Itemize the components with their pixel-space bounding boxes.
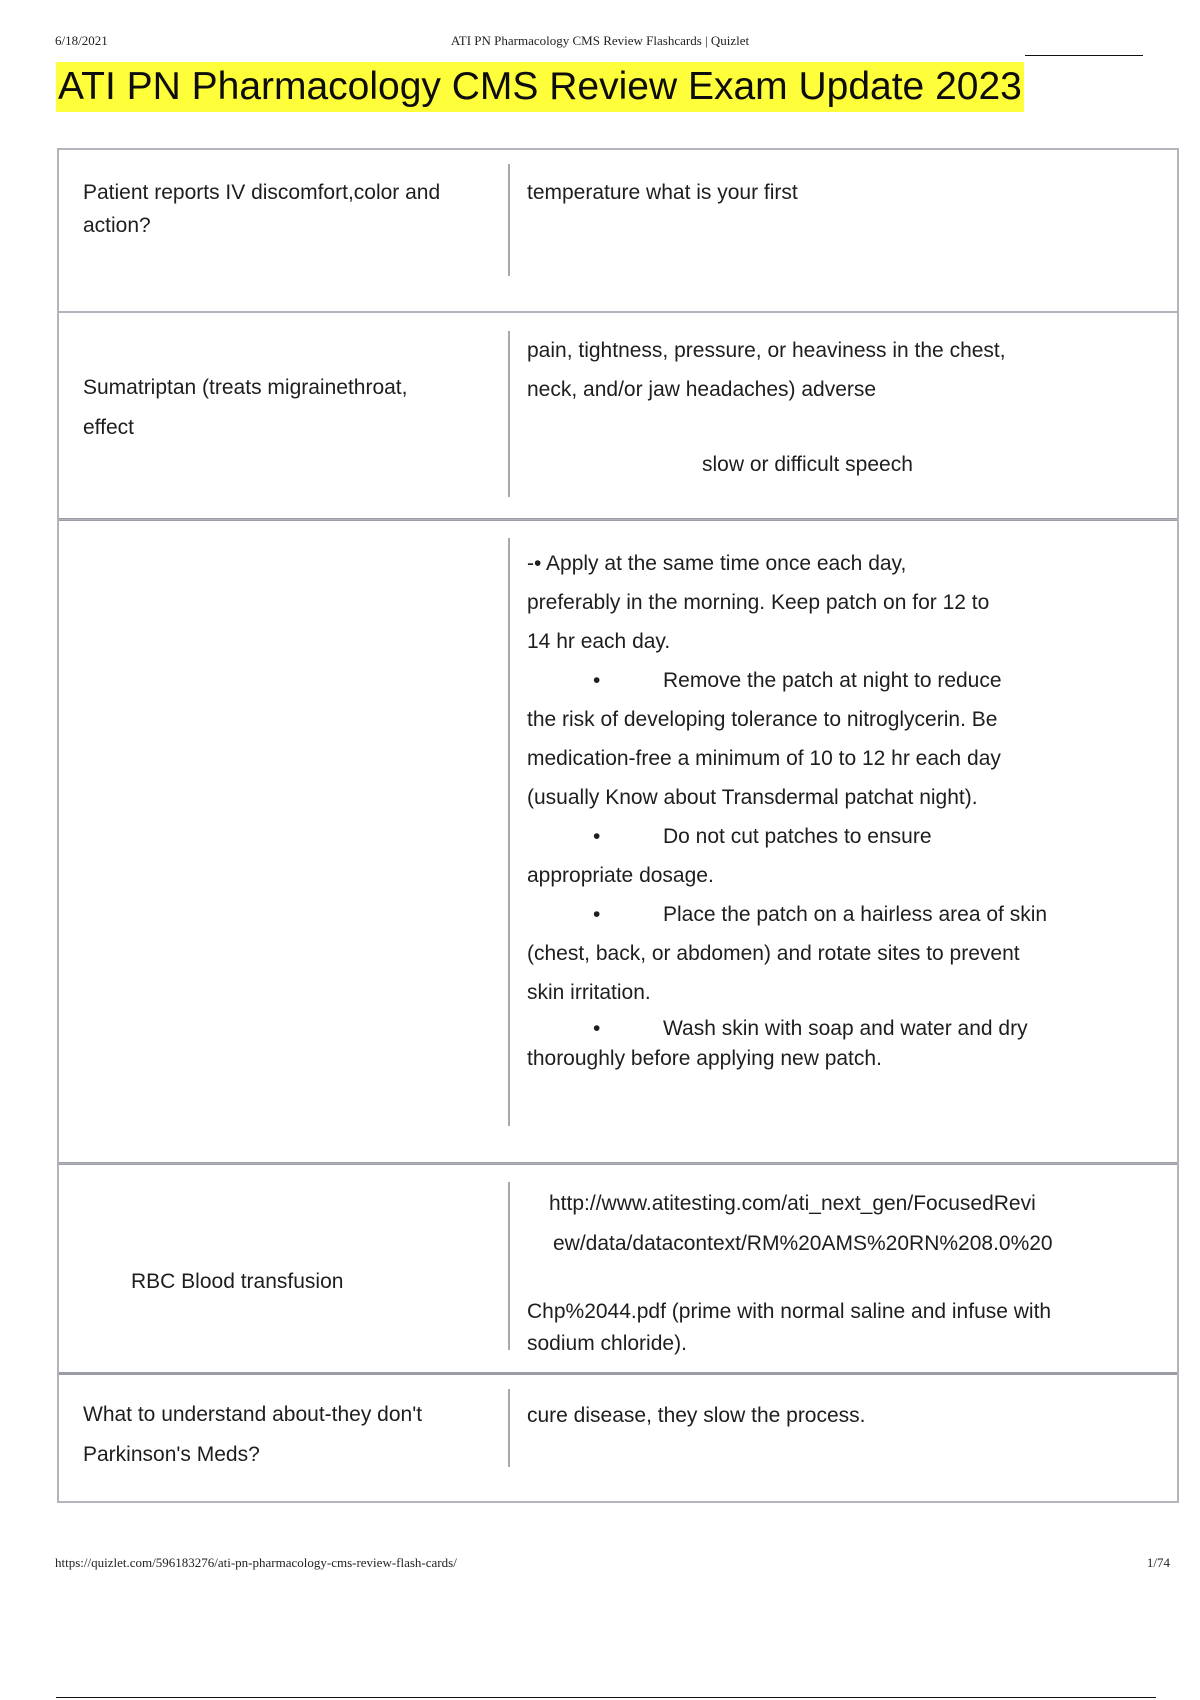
bullet-icon: •: [593, 903, 601, 926]
flashcard-4: [57, 1163, 1179, 1375]
card-divider: [508, 164, 510, 276]
definition-line: pain, tightness, pressure, or heaviness in the chest,: [527, 339, 1006, 362]
card-term-line: Sumatriptan (treats migrainethroat,: [83, 376, 408, 399]
definition-extra: slow or difficult speech: [702, 453, 913, 476]
card-divider: [508, 1182, 510, 1350]
definition-line: neck, and/or jaw headaches) adverse: [527, 378, 877, 401]
bullet-text: Do not cut patches to ensure: [663, 825, 932, 848]
print-page-title: ATI PN Pharmacology CMS Review Flashcards | Quizlet: [450, 33, 750, 48]
definition-line: (chest, back, or abdomen) and rotate sites to prevent: [527, 942, 1020, 965]
definition-line: the risk of developing tolerance to nitroglycerin. Be: [527, 708, 998, 731]
definition-line: 14 hr each day.: [527, 630, 671, 653]
flashcard-5: [57, 1373, 1179, 1503]
card-definition: [527, 331, 1127, 409]
card-definition: cure disease, they slow the process.: [527, 1404, 866, 1427]
definition-line: sodium chloride).: [527, 1332, 687, 1355]
card-definition: temperature what is your first: [527, 181, 798, 204]
card-term: [83, 1395, 483, 1475]
flashcard-2: [57, 311, 1179, 521]
bullet-text: Remove the patch at night to reduce: [663, 669, 1002, 692]
bullet-icon: •: [593, 1017, 601, 1040]
card-divider: [508, 331, 510, 497]
definition-line: thoroughly before applying new patch.: [527, 1047, 882, 1070]
print-date: 6/18/2021: [55, 33, 108, 48]
card-term-line: What to understand about-they don't: [83, 1403, 423, 1426]
bullet-item: [527, 817, 1127, 856]
card-term-line: effect: [83, 416, 134, 439]
card-term: RBC Blood transfusion: [131, 1270, 344, 1293]
card-term: Patient reports IV discomfort,color and action?: [83, 181, 441, 237]
bullet-icon: •: [593, 669, 601, 692]
definition-line: -• Apply at the same time once each day,: [527, 552, 907, 575]
flashcard-3: [57, 519, 1179, 1165]
bullet-item: [527, 661, 1127, 700]
card-definition: [527, 544, 1127, 1073]
definition-line: medication-free a minimum of 10 to 12 hr each day: [527, 747, 1001, 770]
definition-line: http://www.atitesting.com/ati_next_gen/FocusedRevi: [549, 1192, 1036, 1215]
definition-line: (usually Know about Transdermal patchat night).: [527, 786, 978, 809]
page-number: 1/74: [1146, 1555, 1170, 1570]
definition-line: skin irritation.: [527, 981, 651, 1004]
card-term: [83, 368, 483, 448]
card-divider: [508, 538, 510, 1126]
card-term-line: Parkinson's Meds?: [83, 1443, 260, 1466]
header-rule: [1025, 55, 1143, 56]
document-title: ATI PN Pharmacology CMS Review Exam Update 2023: [56, 62, 1024, 112]
flashcard-1: [57, 148, 1179, 313]
definition-line: Chp%2044.pdf (prime with normal saline and infuse with: [527, 1300, 1052, 1323]
bullet-text: Place the patch on a hairless area of skin: [663, 903, 1048, 926]
bullet-item: [527, 1012, 1127, 1045]
bottom-rule: [56, 1697, 1156, 1698]
definition-line: ew/data/datacontext/RM%20AMS%20RN%208.0%20: [553, 1232, 1053, 1255]
card-definition: [527, 1296, 1127, 1360]
bullet-text: Wash skin with soap and water and dry: [663, 1017, 1028, 1040]
print-url: https://quizlet.com/596183276/ati-pn-pharmacology-cms-review-flash-cards/: [55, 1555, 457, 1570]
definition-line: preferably in the morning. Keep patch on for 12 to: [527, 591, 990, 614]
card-divider: [508, 1389, 510, 1467]
bullet-icon: •: [593, 825, 601, 848]
definition-line: appropriate dosage.: [527, 864, 714, 887]
bullet-item: [527, 895, 1127, 934]
